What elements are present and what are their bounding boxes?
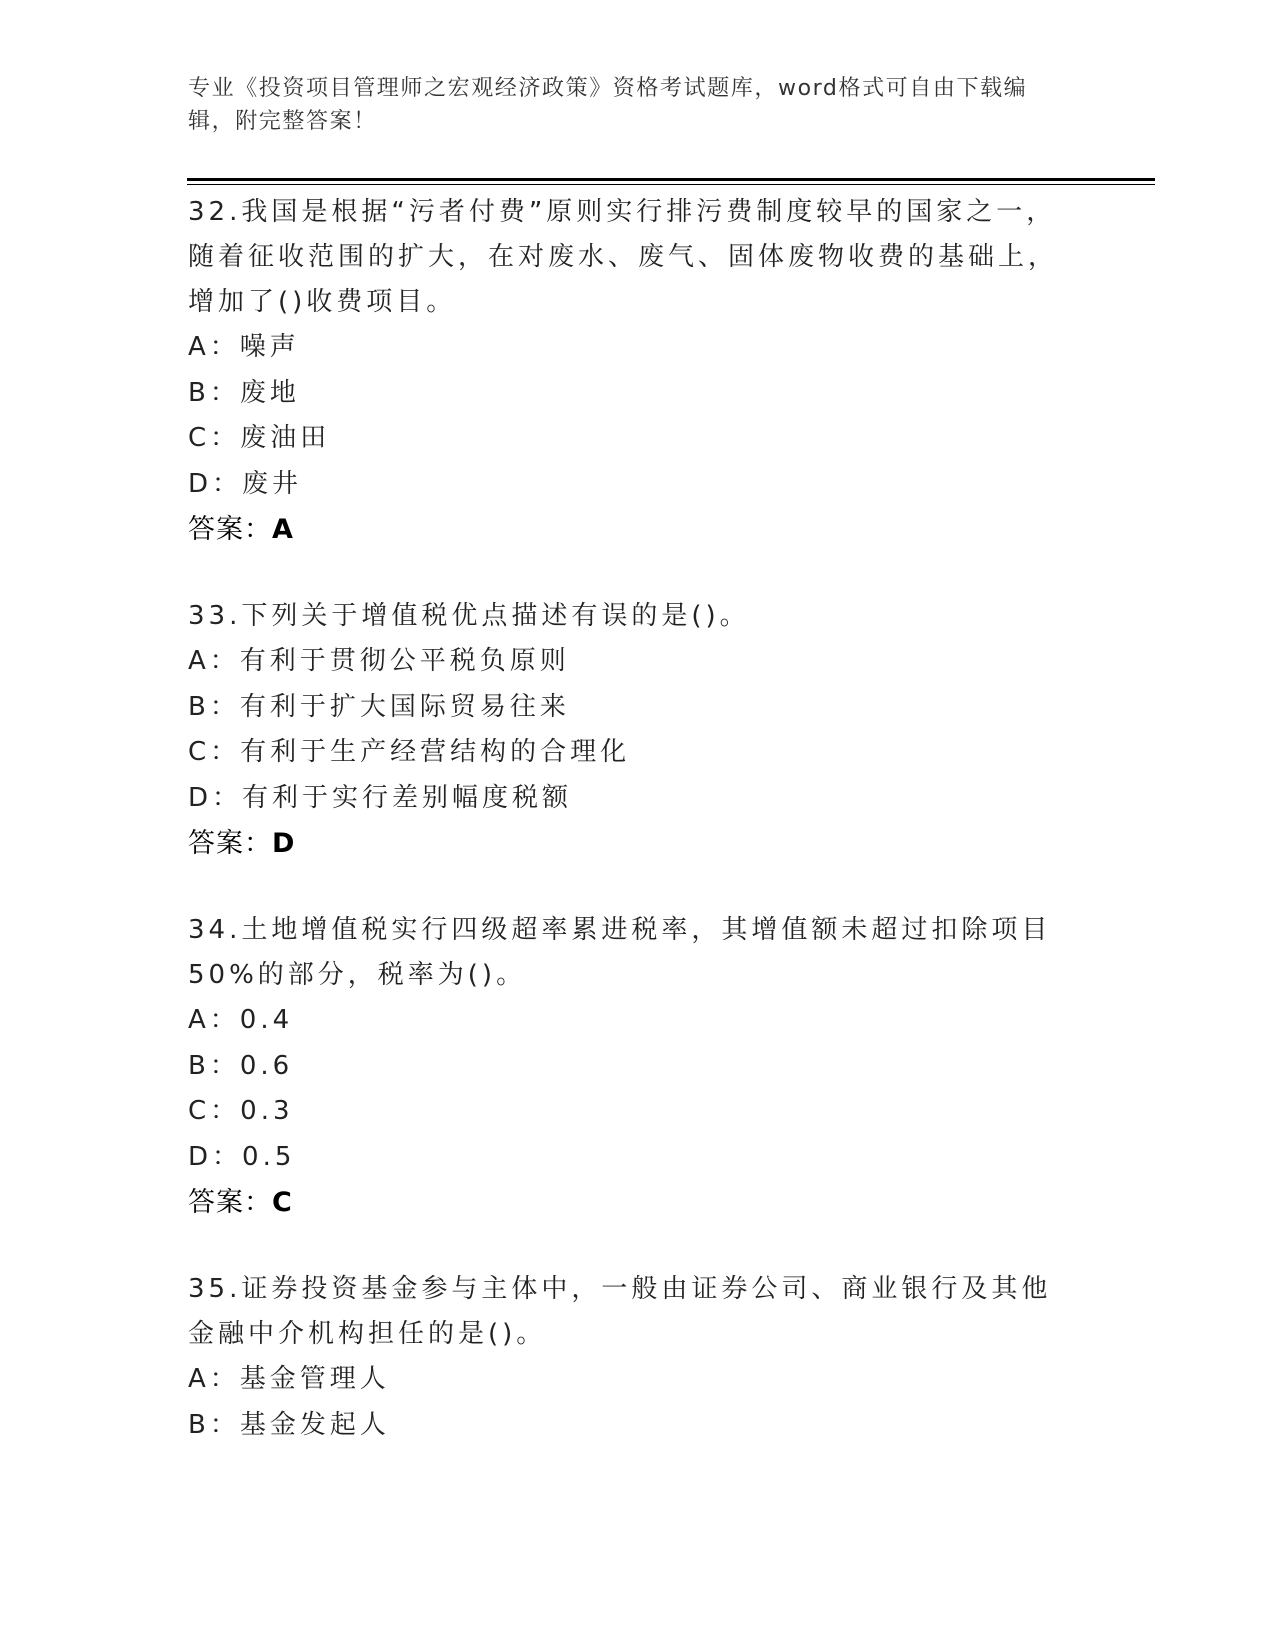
option-a: A：0.4 xyxy=(188,1005,294,1035)
option-d: D：废井 xyxy=(188,468,303,499)
option-c: C：有利于生产经营结构的合理化 xyxy=(188,737,631,767)
answer-label: 答案： xyxy=(188,1187,272,1218)
option-b: B：0.6 xyxy=(188,1050,294,1081)
question-stem: 33.下列关于增值税优点描述有误的是()。 xyxy=(188,601,750,631)
answer-line xyxy=(188,507,1078,552)
question-stem: 35.证券投资基金参与主体中，一般由证券公司、商业银行及其他金融中介机构担任的是()。 xyxy=(188,1274,1052,1349)
answer-line xyxy=(188,821,1078,866)
question-32 xyxy=(188,190,1078,552)
header-divider-thin xyxy=(187,184,1155,185)
answer-label: 答案： xyxy=(188,828,272,859)
answer-label: 答案： xyxy=(188,514,272,545)
option-c: C：废油田 xyxy=(188,423,331,453)
document-header: 专业《投资项目管理师之宏观经济政策》资格考试题库，word格式可自由下载编辑，附完整答案！ xyxy=(188,76,1028,134)
question-stem: 34.土地增值税实行四级超率累进税率，其增值额未超过扣除项目50%的部分，税率为()。 xyxy=(188,915,1052,990)
option-d: D：0.5 xyxy=(188,1141,296,1172)
option-b: B：基金发起人 xyxy=(188,1409,390,1440)
question-stem: 32.我国是根据“污者付费”原则实行排污费制度较早的国家之一，随着征收范围的扩大，在对废水、废气、固体废物收费的基础上，增加了()收费项目。 xyxy=(188,197,1059,317)
question-34 xyxy=(188,908,1078,1225)
option-b: B：废地 xyxy=(188,377,300,408)
option-b: B：有利于扩大国际贸易往来 xyxy=(188,691,570,722)
header-divider-thick xyxy=(187,178,1155,181)
question-35 xyxy=(188,1267,1078,1448)
answer-value: A xyxy=(272,514,294,545)
option-d: D：有利于实行差别幅度税额 xyxy=(188,782,573,813)
answer-line xyxy=(188,1180,1078,1225)
question-list xyxy=(188,190,1078,1490)
answer-value: C xyxy=(272,1187,293,1218)
option-a: A：噪声 xyxy=(188,332,300,362)
option-a: A：有利于贯彻公平税负原则 xyxy=(188,646,570,676)
option-a: A：基金管理人 xyxy=(188,1364,390,1394)
answer-value: D xyxy=(272,828,296,859)
option-c: C：0.3 xyxy=(188,1096,294,1126)
question-33 xyxy=(188,594,1078,866)
